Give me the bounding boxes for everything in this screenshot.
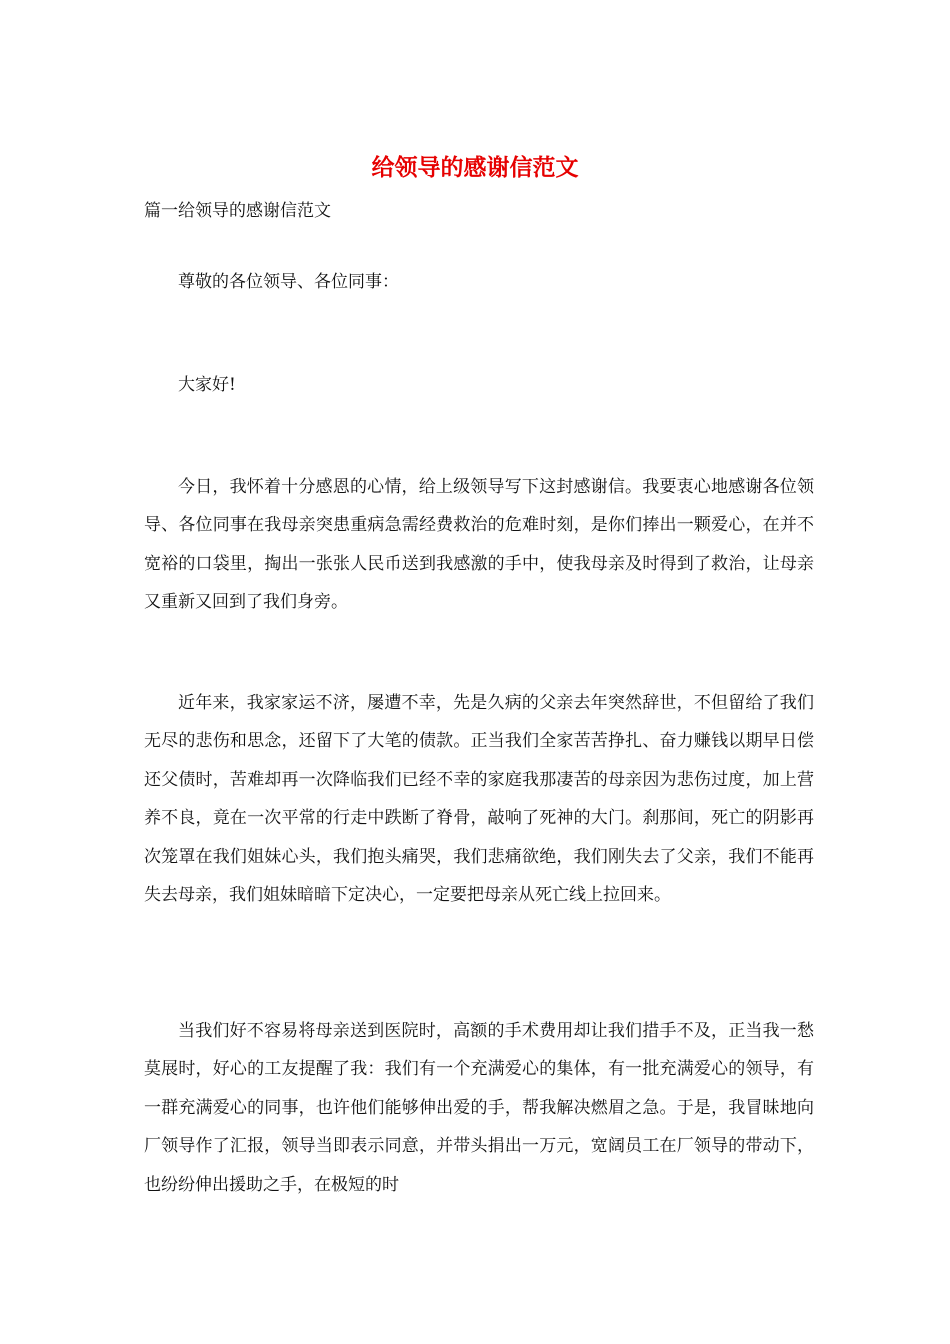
paragraph-salutation: 尊敬的各位领导、各位同事： xyxy=(178,272,399,292)
paragraph-greeting: 大家好! xyxy=(178,375,236,395)
paragraph-body-1: 今日，我怀着十分感恩的心情，给上级领导写下这封感谢信。我要衷心地感谢各位领导、各位同事在我母亲突患重病急需经费救治的危难时刻，是你们捧出一颗爱心，在并不宽裕的口袋里，掏出一张张人民币送到我感激的手中，使我母亲及时得到了救治，让母亲又重新又回到了我们身旁。 xyxy=(144,477,814,613)
paragraph-body-3: 当我们好不容易将母亲送到医院时，高额的手术费用却让我们措手不及，正当我一愁莫展时，好心的工友提醒了我：我们有一个充满爱心的集体，有一批充满爱心的领导，有一群充满爱心的同事，也许他们能够伸出爱的手，帮我解决燃眉之急。于是，我冒昧地向厂领导作了汇报，领导当即表示同意，并带头捐出一万元，宽阔员工在厂领导的带动下，也纷纷伸出援助之手，在极短的时 xyxy=(144,1021,814,1195)
document-title: 给领导的感谢信范文 xyxy=(371,154,579,181)
paragraph-body-2: 近年来，我家家运不济，屡遭不幸，先是久病的父亲去年突然辞世，不但留给了我们无尽的悲伤和思念，还留下了大笔的债款。正当我们全家苦苦挣扎、奋力赚钱以期早日偿还父债时，苦难却再一次降临我们已经不幸的家庭我那凄苦的母亲因为悲伤过度，加上营养不良，竟在一次平常的行走中跌断了脊骨，敲响了死神的大门。刹那间，死亡的阴影再次笼罩在我们姐妹心头，我们抱头痛哭，我们悲痛欲绝，我们刚失去了父亲，我们不能再失去母亲，我们姐妹暗暗下定决心，一定要把母亲从死亡线上拉回来。 xyxy=(144,693,814,906)
document-subtitle: 篇一给领导的感谢信范文 xyxy=(144,201,331,221)
